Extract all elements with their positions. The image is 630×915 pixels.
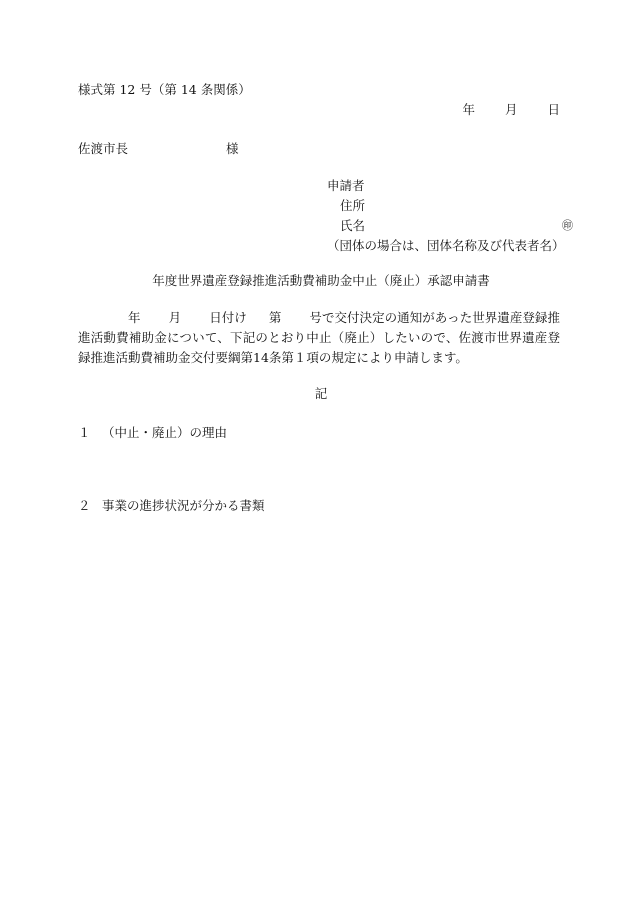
list-item [78, 500, 265, 513]
body-dai: 第 [268, 310, 282, 325]
body-year: 年 [128, 310, 141, 325]
date-day: 日 [547, 102, 560, 117]
date-month: 月 [504, 102, 518, 117]
addressee-honorific: 様 [226, 141, 239, 156]
address-label: 住所 [340, 198, 366, 213]
form-number: 様式第 12 号（第 14 条関係） [78, 82, 251, 97]
addressee [78, 143, 239, 156]
item-text: （中止・廃止）の理由 [102, 425, 228, 440]
item-text: 事業の進捗状況が分かる書類 [102, 498, 265, 513]
item-number: ２ [78, 498, 91, 513]
date-line [462, 104, 560, 117]
applicant-label: 申請者 [327, 178, 365, 193]
applicant-note: （団体の場合は、団体名称及び代表者名） [327, 238, 565, 253]
list-item [78, 427, 227, 440]
name-label: 氏名 [340, 218, 366, 233]
name-row [327, 220, 573, 240]
body-month: 月 [168, 310, 182, 325]
body-paragraph [78, 308, 560, 368]
date-year: 年 [462, 102, 475, 117]
seal-mark: ㊞ [562, 219, 573, 232]
document-title: 年度世界遺産登録推進活動費補助金中止（廃止）承認申請書 [152, 273, 490, 288]
body-text: 号で交付決定の通知があった世界遺産登録推進活動費補助金について、下記のとおり中止（廃止）したいので、佐渡市世界遺産登録推進活動費補助金交付要綱第14条第１項の規定により申請します。 [78, 310, 560, 365]
applicant-block [327, 180, 573, 260]
body-date-suffix: 日付け [209, 310, 247, 325]
addressee-name: 佐渡市長 [78, 141, 129, 156]
item-number: １ [78, 425, 91, 440]
ki-heading: 記 [314, 386, 328, 401]
